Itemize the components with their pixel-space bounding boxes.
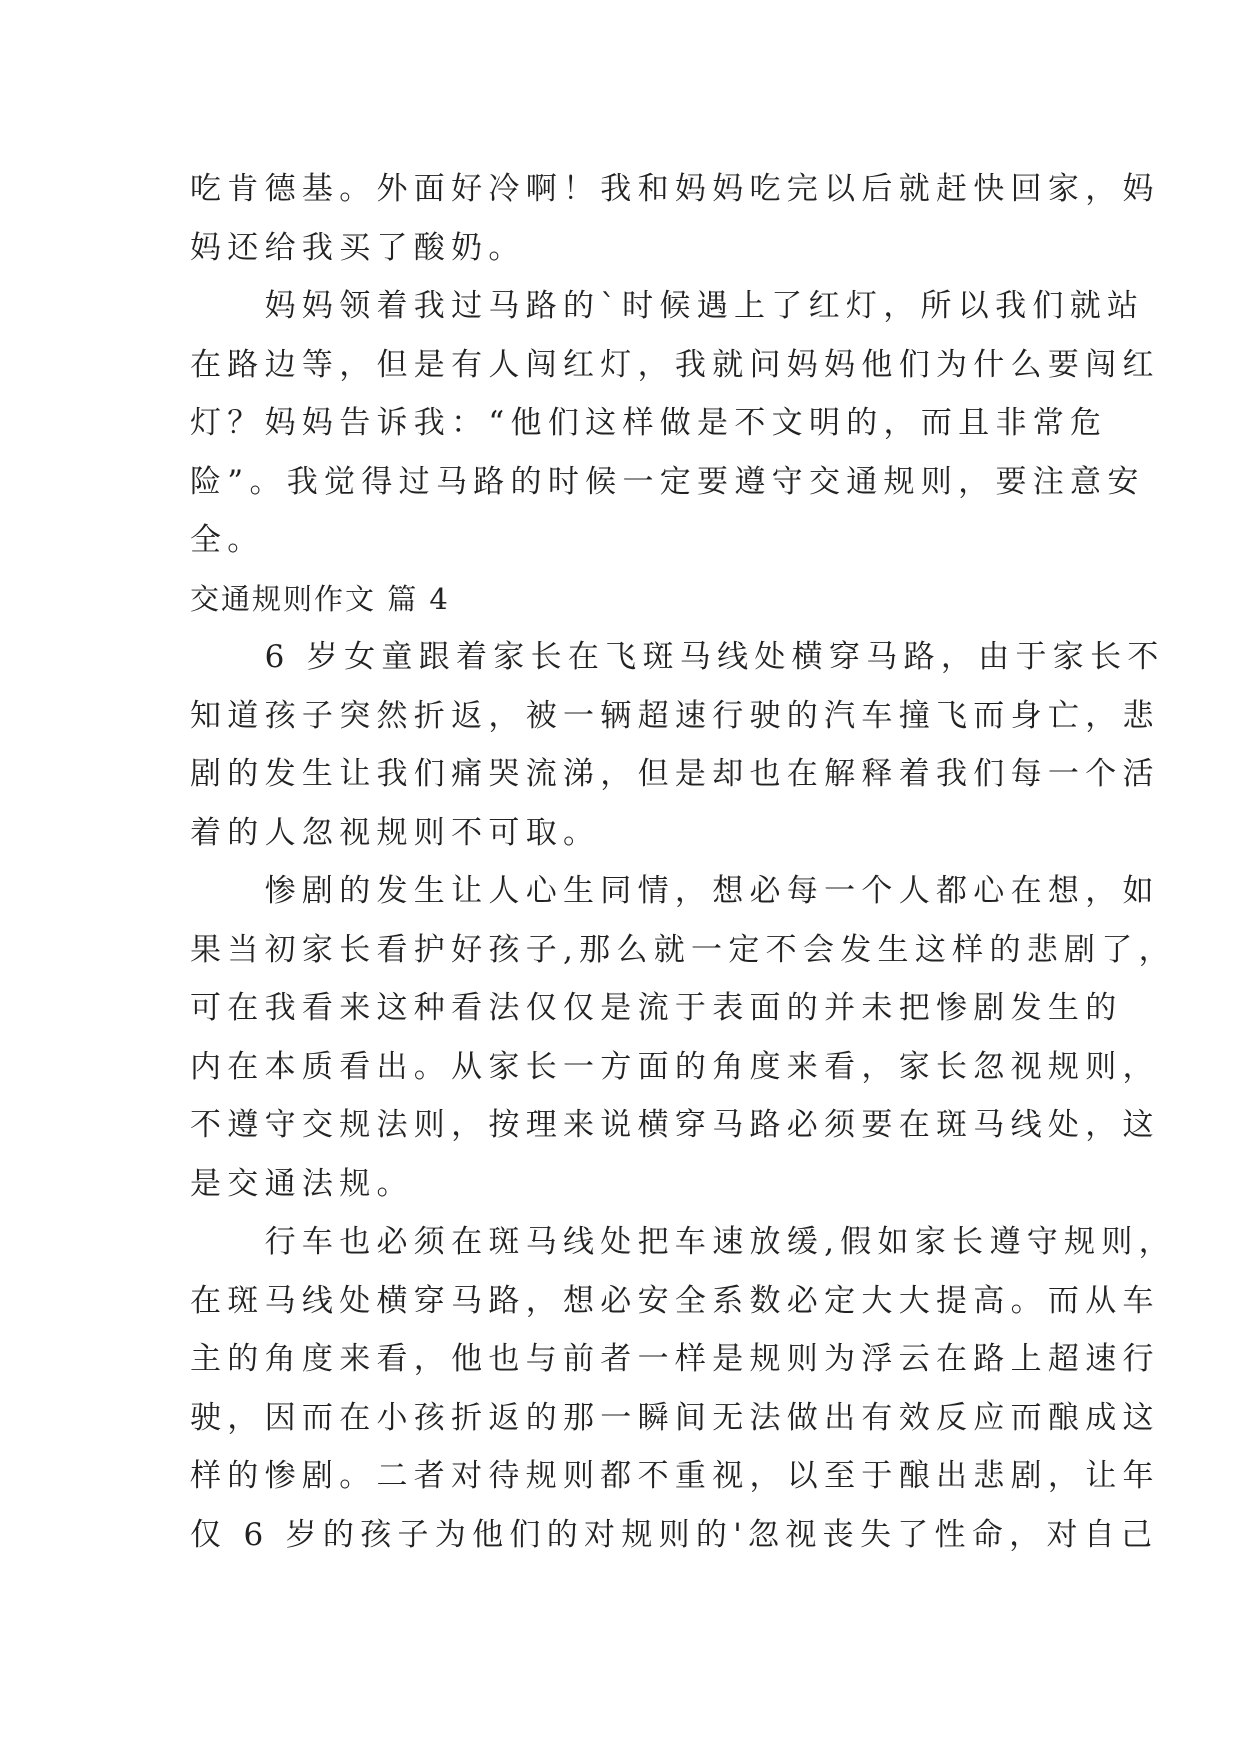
- body-line: 妈还给我买了酸奶。: [190, 229, 526, 266]
- body-line: 可在我看来这种看法仅仅是流于表面的并未把惨剧发生的: [190, 990, 1123, 1026]
- body-line: 是交通法规。: [190, 1165, 414, 1202]
- paragraph-first-line: 妈妈领着我过马路的`时候遇上了红灯，所以我们就站: [190, 288, 1145, 324]
- body-line: 内在本质看出。从家长一方面的角度来看，家长忽视规则，: [190, 1048, 1160, 1085]
- body-line: 样的惨剧。二者对待规则都不重视，以至于酿出悲剧，让年: [190, 1458, 1160, 1494]
- body-line: 在斑马线处横穿马路，想必安全系数必定大大提高。而从车: [190, 1282, 1160, 1319]
- body-line: 知道孩子突然折返，被一辆超速行驶的汽车撞飞而身亡，悲: [190, 697, 1160, 734]
- paragraph-first-line: 行车也必须在斑马线处把车速放缓,假如家长遵守规则，: [190, 1224, 1176, 1260]
- body-line: 驶，因而在小孩折返的那一瞬间无法做出有效反应而酿成这: [190, 1399, 1160, 1436]
- paragraph-first-line: 6 岁女童跟着家长在飞斑马线处横穿马路，由于家长不: [190, 639, 1165, 675]
- body-line: 仅 6 岁的孩子为他们的对规则的'忽视丧失了性命，对自己: [190, 1516, 1159, 1553]
- body-line: 吃肯德基。外面好冷啊！我和妈妈吃完以后就赶快回家，妈: [190, 171, 1160, 207]
- body-line: 险”。我觉得过马路的时候一定要遵守交通规则，要注意安: [190, 463, 1145, 500]
- document-body: [190, 160, 1176, 1564]
- body-line: 在路边等，但是有人闯红灯，我就问妈妈他们为什么要闯红: [190, 346, 1160, 383]
- body-line: 果当初家长看护好孩子,那么就一定不会发生这样的悲剧了，: [190, 931, 1176, 968]
- body-line: 主的角度来看，他也与前者一样是规则为浮云在路上超速行: [190, 1341, 1160, 1377]
- section-heading: 交通规则作文 篇 4: [190, 581, 450, 616]
- body-line: 灯？妈妈告诉我：“他们这样做是不文明的，而且非常危: [190, 405, 1108, 441]
- body-line: 剧的发生让我们痛哭流涕，但是却也在解释着我们每一个活: [190, 756, 1160, 792]
- paragraph-first-line: 惨剧的发生让人心生同情，想必每一个人都心在想，如: [190, 873, 1160, 909]
- body-line: 全。: [190, 522, 265, 558]
- body-line: 着的人忽视规则不可取。: [190, 814, 601, 851]
- body-line: 不遵守交规法则，按理来说横穿马路必须要在斑马线处，这: [190, 1107, 1160, 1143]
